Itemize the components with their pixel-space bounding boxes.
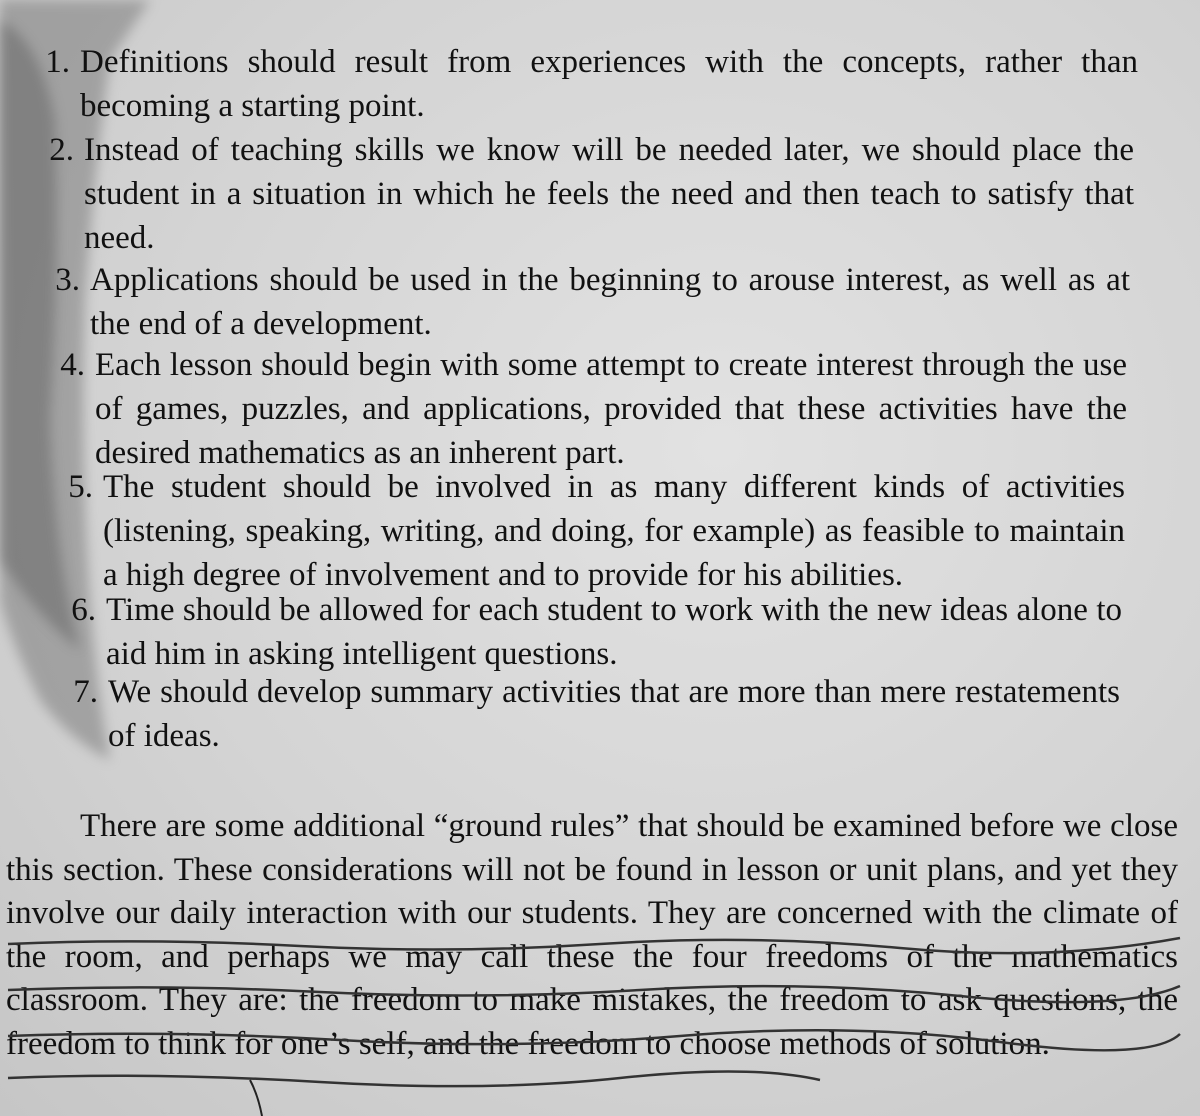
list-item (68, 465, 1125, 597)
list-item-text: We should develop summary activities that are more than mere restatements of ideas. (108, 674, 1120, 754)
list-item (55, 258, 1130, 346)
list-item (73, 670, 1120, 758)
list-item (60, 343, 1127, 475)
list-item (45, 40, 1138, 128)
ground-rules-paragraph: There are some additional “ground rules” that should be examined before we close this section. These considerations will not be found in lesson or unit plans, and yet they involve our daily interaction with our students. They are concerned with the climate of the room, and perhaps we may call these the four freedoms of the mathematics classroom. They are: the freedom to make mistakes, the freedom to ask questions, the freedom to think for one’s self, and the freedom to choose methods of solution. (6, 808, 1178, 1062)
list-number: 7. (73, 674, 98, 710)
list-number: 1. (45, 44, 70, 80)
list-item-text: Each lesson should begin with some attempt to create interest through the use of games, puzzles, and applications, provided that these activities have the desired mathematics as an inherent part. (95, 347, 1127, 471)
list-number: 3. (55, 262, 80, 298)
list-number: 2. (49, 132, 74, 168)
list-item-text: The student should be involved in as many different kinds of activities (listening, speaking, writing, and doing, for example) as feasible to maintain a high degree of involvement and to provide for his abilities. (103, 469, 1125, 593)
list-item-text: Instead of teaching skills we know will be needed later, we should place the student in a situation in which he feels the need and then teach to satisfy that need. (84, 132, 1134, 256)
list-item (49, 128, 1134, 260)
list-number: 6. (71, 592, 96, 628)
list-item-text: Applications should be used in the beginning to arouse interest, as well as at the end of a development. (90, 262, 1130, 342)
list-number: 4. (60, 347, 85, 383)
list-number: 5. (68, 469, 93, 505)
list-item-text: Time should be allowed for each student to work with the new ideas alone to aid him in asking intelligent questions. (106, 592, 1122, 672)
list-item-text: Definitions should result from experiences with the concepts, rather than becoming a starting point. (80, 44, 1138, 124)
list-item (71, 588, 1122, 676)
